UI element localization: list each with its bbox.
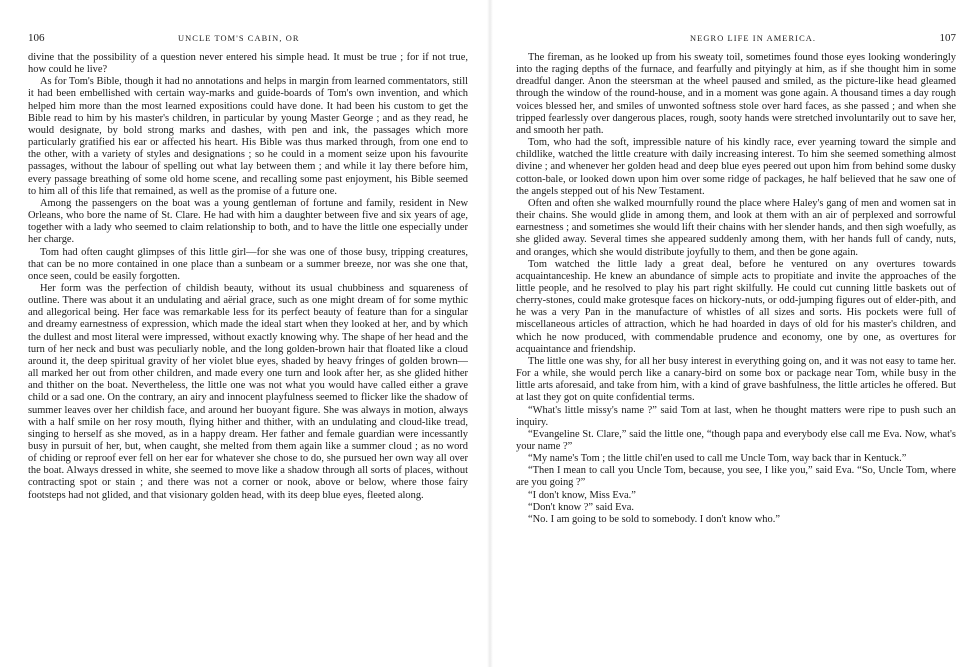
paragraph: As for Tom's Bible, though it had no annotations and helps in margin from learned commentators, still it had been embellished with certain way-marks and guide-boards of Tom's own invention, and which helped him more than the most learned expositions could have done. It had been his custom to get the Bible read to him by his master's children, in particular by young Master George ; and as they read, he would designate, by bold strong marks and dashes, with pen and ink, the passages which more particularly gratified his ear or affected his heart. His Bible was thus marked through, from one end to the other, with a variety of styles and designations ; so he could in a moment seize upon his favourite passages, without the labour of spelling out what lay between them ; and while it lay there before him, every passage breathing of some old home scene, and recalling some past enjoyment, his Bible seemed to him all of this life that remained, as well as the promise of a future one. [28,76,468,197]
dialogue-paragraph: “I don't know, Miss Eva.” [528,489,636,501]
book-gutter [487,0,493,667]
paragraph: Her form was the perfection of childish beauty, without its usual chubbiness and squareness of outline. There was about it an undulating and aërial grace, such as one might dream of for some mythic and allegorical being. Her face was remarkable less for its perfect beauty of feature than for a singular and dreamy earnestness of expression, which made the ideal start when they looked at her, and by which the dullest and most literal were impressed, without exactly knowing why. The shape of her head and the turn of her neck and bust was peculiarly noble, and the long golden-brown hair that floated like a cloud around it, the deep spiritual gravity of her violet blue eyes, shaded by heavy fringes of golden brown—all marked her out from other children, and made every one turn and look after her, as she glided hither and thither on the boat. Nevertheless, the little one was not what you would have called either a grave child or a sad one. On the contrary, an airy and innocent playfulness seemed to flicker like the shadow of summer leaves over her childish face, and around her buoyant figure. She was always in motion, always with a half smile on her rosy mouth, flying hither and thither, with an undulating and cloud-like tread, singing to herself as she moved, as in a happy dream. Her father and female guardian were incessantly busy in pursuit of her, but, when caught, she melted from them again like a summer cloud ; as no word of chiding or reproof ever fell on her ear for whatever she chose to do, she pursued her own way all over the boat. Always dressed in white, she seemed to move like a shadow through all sorts of places, without contracting spot or stain ; and there was not a corner or nook, above or below, where those fairy footsteps had not glided, and that visionary golden head, with its deep blue eyes, fleeted along. [28,282,468,501]
paragraph: Tom, who had the soft, impressible nature of his kindly race, ever yearning toward the simple and childlike, watched the little creature with daily increasing interest. To him she seemed something almost divine ; and whenever her golden head and deep blue eyes peered out upon him from behind some dusky cotton-bale, or looked down upon him over some ridge of packages, he half believed that he saw one of the angels stepped out of his New Testament. [516,137,956,197]
paragraph: The fireman, as he looked up from his sweaty toil, sometimes found those eyes looking wonderingly into the raging depths of the furnace, and fearfully and pityingly at him, as if she thought him in some dreadful danger. Anon the steersman at the wheel paused and smiled, as the picture-like head gleamed through the window of the round-house, and in a moment was gone again. A thousand times a day rough voices blessed her, and smiles of unwonted softness stole over hard faces, as she passed ; and when she tripped fearlessly over dangerous places, rough, sooty hands were stretched involuntarily out to save her, and smooth her path. [516,52,956,136]
right-running-head [516,34,956,52]
dialogue-paragraph: “What's little missy's name ?” said Tom at last, when he thought matters were ripe to push such an inquiry. [516,404,956,428]
left-page [28,34,468,502]
paragraph: Among the passengers on the boat was a young gentleman of fortune and family, resident in New Orleans, who bore the name of St. Clare. He had with him a daughter between five and six years of age, together with a lady who seemed to claim relationship to both, and to have the little one especially under her charge. [28,197,468,246]
left-page-number: 106 [28,32,45,44]
paragraph: Tom had often caught glimpses of this little girl—for she was one of those busy, tripping creatures, that can be no more contained in one place than a sunbeam or a summer breeze, nor was she one that, once seen, could be easily forgotten. [28,246,468,282]
dialogue-paragraph: “My name's Tom ; the little chil'en used to call me Uncle Tom, way back thar in Kentuck.” [528,453,907,465]
dialogue-paragraph: “Don't know ?” said Eva. [528,501,634,513]
right-page-number: 107 [939,32,956,44]
left-body-text [28,52,468,502]
paragraph: Tom watched the little lady a great deal, before he ventured on any overtures towards acquaintanceship. He knew an abundance of simple acts to propitiate and invite the approaches of the little people, and he resolved to play his part right skilfully. He could cut cunning little baskets out of cherry-stones, could make grotesque faces on hickory-nuts, or odd-jumping figures out of elder-pith, and he was a very Pan in the manufacture of whistles of all sizes and sorts. His pockets were full of miscellaneous articles of attraction, which he had hoarded in days of old for his master's children, and which he now produced, with commendable prudence and economy, one by one, as overtures for acquaintance and friendship. [516,258,956,355]
dialogue-paragraph: “Then I mean to call you Uncle Tom, because, you see, I like you,” said Eva. “So, Uncle Tom, where are you going ?” [516,465,956,489]
right-running-title: NEGRO LIFE IN AMERICA. [690,34,817,43]
paragraph: divine that the possibility of a question never entered his simple head. It must be true ; for if not true, how could he live? [28,52,468,76]
left-running-title: UNCLE TOM'S CABIN, OR [178,34,300,43]
left-running-head [28,34,468,52]
dialogue-paragraph: “Evangeline St. Clare,” said the little one, “though papa and everybody else call me Eva. Now, what's your name ?” [516,428,956,452]
paragraph: Often and often she walked mournfully round the place where Haley's gang of men and women sat in their chains. She would glide in among them, and look at them with an air of perplexed and sorrowful earnestness ; and sometimes she would lift their chains with her slender hands, and then sigh woefully, as she glided away. Several times she appeared suddenly among them, with her hands full of candy, nuts, and oranges, which she would distribute joyfully to them, and then be gone again. [516,197,956,258]
paragraph: The little one was shy, for all her busy interest in everything going on, and it was not easy to tame her. For a while, she would perch like a canary-bird on some box or package near Tom, while busy in the little arts aforesaid, and take from him, with a kind of grave bashfulness, the little articles he offered. But at last they got on quite confidential terms. [516,355,956,404]
right-page [516,34,956,526]
dialogue-paragraph: “No. I am going to be sold to somebody. I don't know who.” [528,513,780,525]
right-body-text [516,52,956,526]
